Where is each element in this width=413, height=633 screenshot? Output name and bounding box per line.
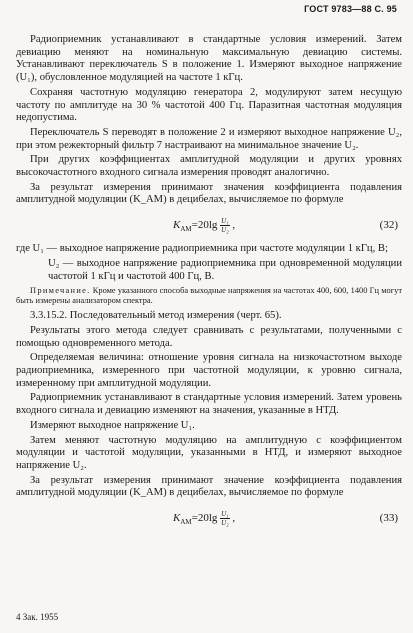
paragraph: Затем меняют частотную модуляцию на амплитудную с коэффициентом модуляции и частотой модуляции, указанными в НТД, и измеряют выходное напряжение U₂. [16,434,402,471]
note [16,286,402,306]
formula-fraction [220,510,230,527]
paragraph: Радиоприемник устанавливают в стандартные условия измерений. Затем уровень входного сигнала и девиацию изменяют на значения, указанные в НТД. [16,392,402,417]
formula-numerator: U₁ [221,217,229,226]
formula-number: (33) [379,512,398,525]
formula-fraction [220,217,230,234]
page-footer: 4 Зак. 1955 [16,612,59,622]
formula-denominator: U₂ [221,226,229,235]
paragraph: За результат измерения принимают значение коэффициента подавления амплитудной модуляции (K_АМ) в децибелах, вычисляемое по формуле [16,474,402,499]
paragraph: Радиоприемник устанавливают в стандартные условия измерений. Затем девиацию меняют на номинальную максимальную девиацию системы. Устанавливают переключатель S в положение 1. Измеряют выходное напряжение (U₁), обусловленное модуляцией на частоте 1 кГц. [16,34,402,84]
formula-eq: =20lg [191,512,218,525]
formula-lhs: K [173,512,181,525]
formula-33 [16,504,402,534]
paragraph: Результаты этого метода следует сравнивать с результатами, полученными с помощью одновременного метода. [16,324,402,349]
page-header: ГОСТ 9783—88 С. 95 [304,4,397,14]
formula-32 [16,211,402,241]
note-label: Примечание. [30,286,91,296]
formula-lhs-sub: АМ [180,518,192,527]
definition-u2: U₂ — выходное напряжение радиоприемника при одновременной модуляции частотой 1 кГц и частотой 400 Гц, В. [48,257,402,282]
definition-u1: где U₁ — выходное напряжение радиоприемника при частоте модуляции 1 кГц, В; [16,243,388,255]
formula-denominator: U₂ [221,519,229,528]
formula-tail: , [232,512,236,525]
formula-lhs-sub: АМ [180,225,192,234]
paragraph: Сохраняя частотную модуляцию генератора 2, модулируют затем несущую частоту по амплитуде на 30 % частотой 400 Гц. Паразитная частотная модуляция недопустима. [16,86,402,124]
paragraph: Измеряют выходное напряжение U₁. [30,419,195,431]
formula-number: (32) [379,219,398,232]
section-heading: 3.3.15.2. Последовательный метод измерения (черт. 65). [30,310,282,322]
paragraph: За результат измерения принимают значения коэффициента подавления амплитудной модуляции (K_АМ) в децибелах, вычисляемое по формуле [16,181,402,206]
paragraph: При других коэффициентах амплитудной модуляции и других уровнях высокочастотного входного сигнала измерения проводят аналогично. [16,154,402,179]
document-body [16,34,402,536]
paragraph: Определяемая величина: отношение уровня сигнала на низкочастотном выходе радиоприемника, измеренного при частотной модуляции, к уровню сигнала, измеренному при амплитудной модуляции. [16,352,402,389]
note-text: Кроме указанного способа выходные напряжения на частотах 400, 600, 1400 Гц могут быть измерены анализатором спектра. [16,286,402,306]
formula-tail: , [232,219,236,232]
paragraph: Переключатель S переводят в положение 2 и измеряют выходное напряжение U₂, при этом режекторный фильтр 7 настраивают на минимальное значение U₂. [16,126,402,151]
formula-lhs: K [173,219,181,232]
formula-numerator: U₁ [221,510,229,519]
formula-eq: =20lg [191,219,218,232]
